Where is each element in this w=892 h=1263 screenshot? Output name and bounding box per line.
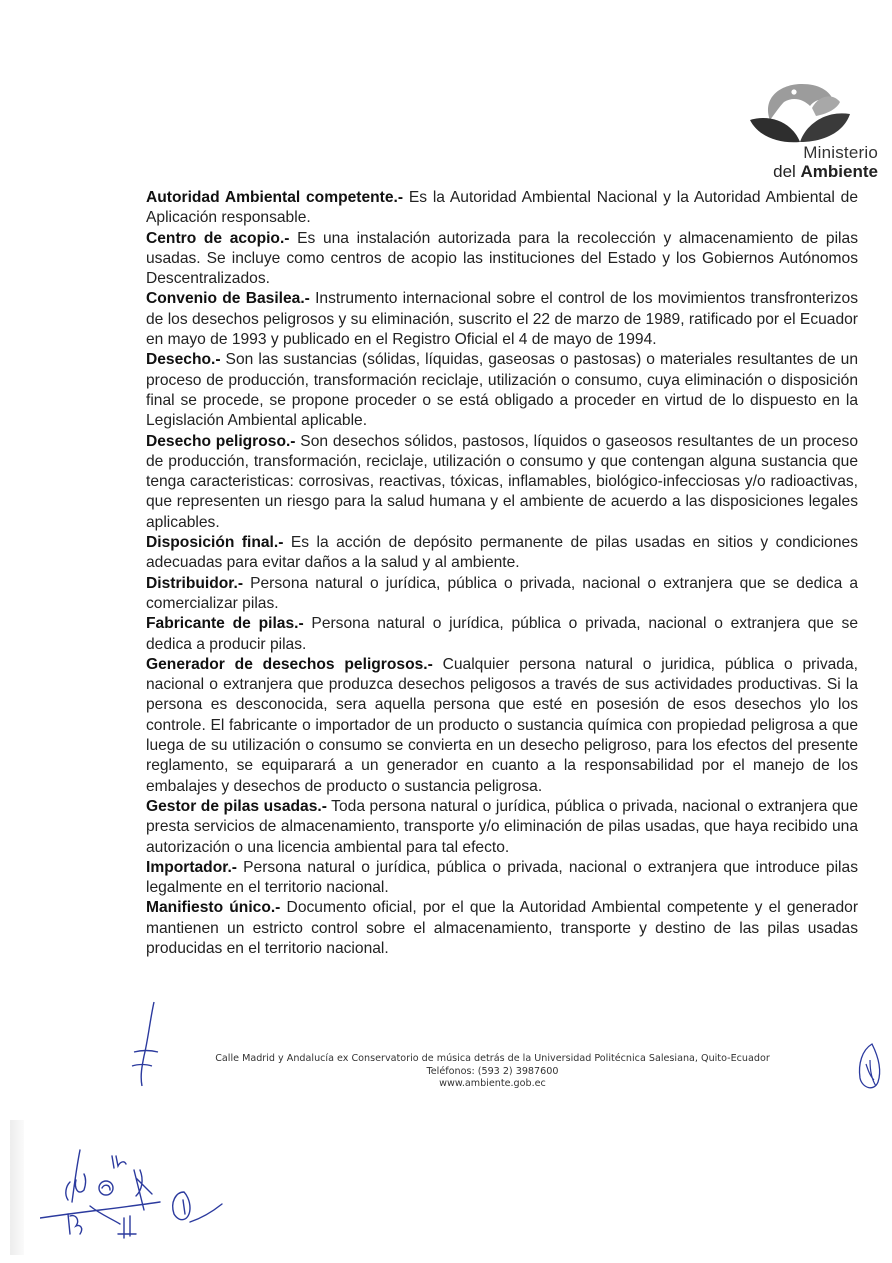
definition-text: Instrumento internacional sobre el control de los movimientos transfronterizos de los desechos peligrosos y su eliminación, suscrito el 22 de marzo de 1989, ratificado por el Ecuador en mayo de 1993 y publicado en el Registro Oficial el 4 de mayo de 1994. bbox=[146, 290, 858, 349]
term: Generador de desechos peligrosos.- bbox=[146, 655, 433, 673]
term: Autoridad Ambiental competente.- bbox=[146, 189, 404, 206]
definitions-list bbox=[146, 188, 858, 959]
definition-centro-de-acopio bbox=[146, 229, 858, 290]
handwritten-initials-signature bbox=[40, 1130, 240, 1240]
term: Desecho.- bbox=[146, 351, 221, 369]
definition-text: Cualquier persona natural o juridica, pública o privada, nacional o extranjera que produzca desechos peligosos a través de sus actividades productivas. Si la persona es desconocida, sera aquella persona que esté en posesión de esos desechos ylo los controle. El fabricante o importador de un producto o sustancia química con propiedad peligrosa a que luega de su utilización o consumo se convierta en un desecho peligroso, para los efectos del presente reglamento, se equiparará a un generador en cuanto a la responsabilidad por el manejo de los embalajes y desechos de producto o sustancia peligrosa. bbox=[146, 655, 858, 795]
right-margin-initial-signature bbox=[852, 1040, 886, 1096]
term: Importador.- bbox=[146, 858, 237, 876]
definition-text: Son las sustancias (sólidas, líquidas, gaseosas o pastosas) o materiales resultantes de un proceso de producción, transformación reciclaje, utilización o consumo, cuya eliminación o disposición final se procede, se propone proceder o se está obligado a proceder en virtud de lo dispuesto en la Legislación Ambiental aplicable. bbox=[146, 351, 858, 430]
definition-text: Persona natural o jurídica, pública o privada, nacional o extranjera que introduce pilas legalmente en el territorio nacional. bbox=[146, 858, 858, 897]
definition-importador bbox=[146, 858, 858, 899]
term: Centro de acopio.- bbox=[146, 229, 290, 247]
ministry-logo bbox=[728, 80, 886, 188]
definition-text: Son desechos sólidos, pastosos, líquidos o gaseosos resultantes de un proceso de producción, transformación, reciclaje, utilización o consumo y que contengan alguna sustancia que tenga caracteristicas: corrosivas, reactivas, tóxicas, inflamables, biológico-infecciosas y/o radioactivas, que representen un riesgo para la salud humana y el ambiente de acuerdo a las disposiciones legales aplicables. bbox=[146, 432, 858, 531]
page-footer bbox=[140, 1053, 845, 1091]
definition-manifiesto-unico bbox=[146, 898, 858, 959]
definition-autoridad-ambiental bbox=[146, 188, 858, 229]
definition-text: Es una instalación autorizada para la recolección y almacenamiento de pilas usadas. Se incluye como centros de acopio las instituciones del Estado y los Gobiernos Autónomos Descentralizados. bbox=[146, 229, 858, 288]
definition-text: Documento oficial, por el que la Autoridad Ambiental competente y el generador mantienen un estricto control sobre el almacenamiento, transporte y destino de las pilas usadas producidas en el territorio nacional. bbox=[146, 899, 859, 957]
definition-convenio-de-basilea bbox=[146, 289, 858, 350]
term: Convenio de Basilea.- bbox=[146, 290, 310, 308]
term: Manifiesto único.- bbox=[146, 899, 281, 917]
term: Disposición final.- bbox=[146, 534, 284, 552]
footer-phone: Teléfonos: (593 2) 3987600 bbox=[426, 1065, 559, 1077]
definition-text: Persona natural o jurídica, pública o privada, nacional o extranjera que se dedica a producir pilas. bbox=[146, 615, 858, 653]
logo-text-ambiente-bold: Ambiente bbox=[800, 162, 878, 181]
definition-text: Persona natural o jurídica, pública o privada, nacional o extranjera que se dedica a comercializar pilas. bbox=[146, 574, 858, 612]
term: Gestor de pilas usadas.- bbox=[146, 797, 327, 815]
definition-generador-desechos-peligrosos bbox=[146, 655, 858, 797]
definition-text: Es la acción de depósito permanente de pilas usadas en sitios y condiciones adecuadas para evitar daños a la salud y al ambiente. bbox=[146, 534, 858, 572]
footer-website: www.ambiente.gob.ec bbox=[439, 1078, 546, 1090]
definition-distribuidor bbox=[146, 574, 858, 615]
logo-text-ministerio: Ministerio bbox=[803, 143, 878, 162]
footer-address: Calle Madrid y Andalucía ex Conservatorio de música detrás de la Universidad Politécnica Salesiana, Quito-Ecuador bbox=[215, 1053, 770, 1064]
definition-disposicion-final bbox=[146, 533, 858, 574]
definition-fabricante-de-pilas bbox=[146, 614, 858, 655]
logo-text-ambiente bbox=[773, 162, 878, 182]
definition-desecho bbox=[146, 350, 858, 431]
logo-text-del: del bbox=[773, 162, 801, 181]
term: Fabricante de pilas.- bbox=[146, 615, 304, 633]
term: Desecho peligroso.- bbox=[146, 432, 296, 450]
definition-text: Es la Autoridad Ambiental Nacional y la Autoridad Ambiental de Aplicación responsable. bbox=[146, 189, 858, 227]
definition-desecho-peligroso bbox=[146, 432, 858, 533]
scan-page-edge bbox=[10, 1120, 24, 1255]
leaf-emblem-icon bbox=[740, 80, 860, 146]
definition-gestor-de-pilas-usadas bbox=[146, 797, 858, 858]
definition-text: Toda persona natural o jurídica, pública o privada, nacional o extranjera que presta servicios de almacenamiento, transporte y/o eliminación de pilas usadas, que haya recibido una autorización o una licencia ambiental para tal efecto. bbox=[146, 797, 858, 856]
term: Distribuidor.- bbox=[146, 574, 244, 592]
